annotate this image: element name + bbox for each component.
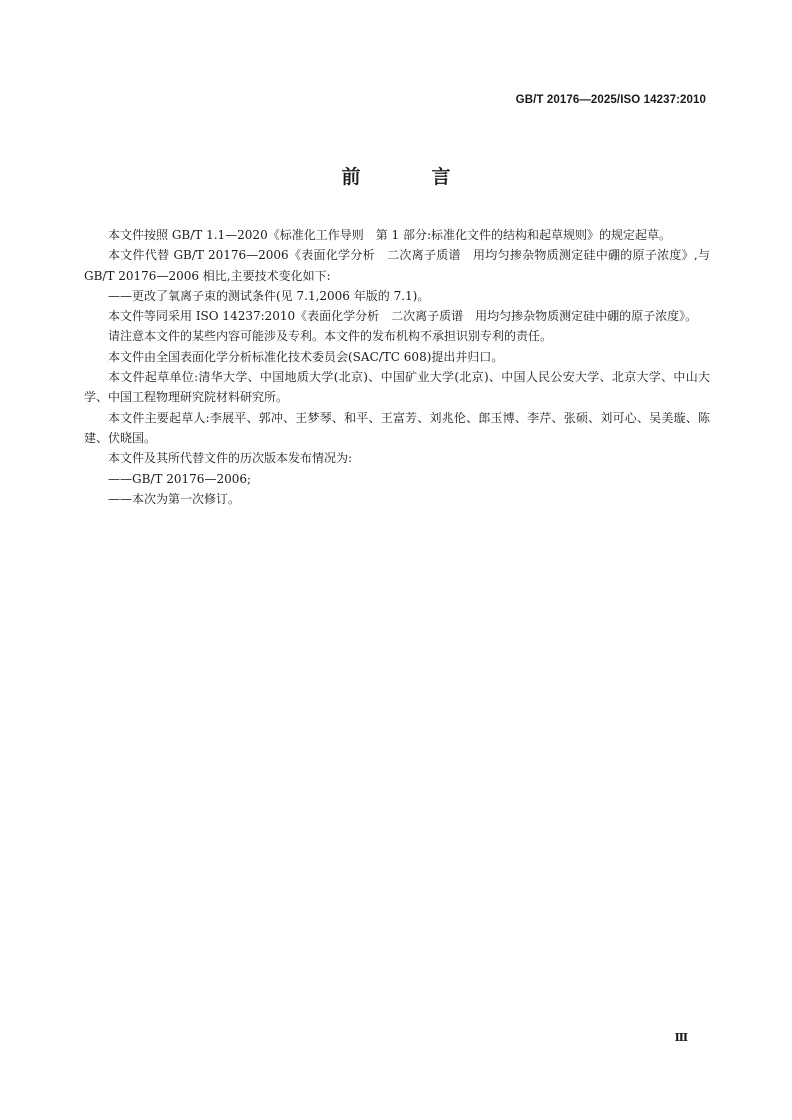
paragraph-replaces: 本文件代替 GB/T 20176—2006《表面化学分析 二次离子质谱 用均匀掺杂物质测定硅中硼的原子浓度》,与 GB/T 20176—2006 相比,主要技术变化如下:	[84, 248, 710, 283]
paragraph-drafting-units: 本文件起草单位:清华大学、中国地质大学(北京)、中国矿业大学(北京)、中国人民公安大学、北京大学、中山大学、中国工程物理研究院材料研究所。	[84, 370, 710, 405]
list-item-history-current: ——本次为第一次修订。	[108, 491, 241, 506]
list-item-history-2006: ——GB/T 20176—2006;	[108, 471, 252, 486]
paragraph-proposer: 本文件由全国表面化学分析标准化技术委员会(SAC/TC 608)提出并归口。	[108, 349, 504, 364]
paragraph-iso-adoption: 本文件等同采用 ISO 14237:2010《表面化学分析 二次离子质谱 用均匀掺杂物质测定硅中硼的原子浓度》。	[108, 309, 698, 324]
page-number: Ⅲ	[674, 1031, 688, 1044]
page-title: 前 言	[341, 166, 477, 188]
paragraph-patent-notice: 请注意本文件的某些内容可能涉及专利。本文件的发布机构不承担识别专利的责任。	[108, 329, 553, 344]
standard-code: GB/T 20176—2025/ISO 14237:2010	[515, 94, 706, 106]
foreword-body	[84, 225, 710, 509]
list-item-change: ——更改了氧离子束的测试条件(见 7.1,2006 年版的 7.1)。	[108, 288, 430, 303]
paragraph-history: 本文件及其所代替文件的历次版本发布情况为:	[108, 451, 353, 466]
paragraph-drafting-rules: 本文件按照 GB/T 1.1—2020《标准化工作导则 第 1 部分:标准化文件的结构和起草规则》的规定起草。	[108, 228, 672, 242]
paragraph-drafters: 本文件主要起草人:李展平、郭冲、王梦琴、和平、王富芳、刘兆伦、郎玉博、李芹、张硕、刘可心、吴美璇、陈建、伏晓国。	[84, 410, 710, 445]
